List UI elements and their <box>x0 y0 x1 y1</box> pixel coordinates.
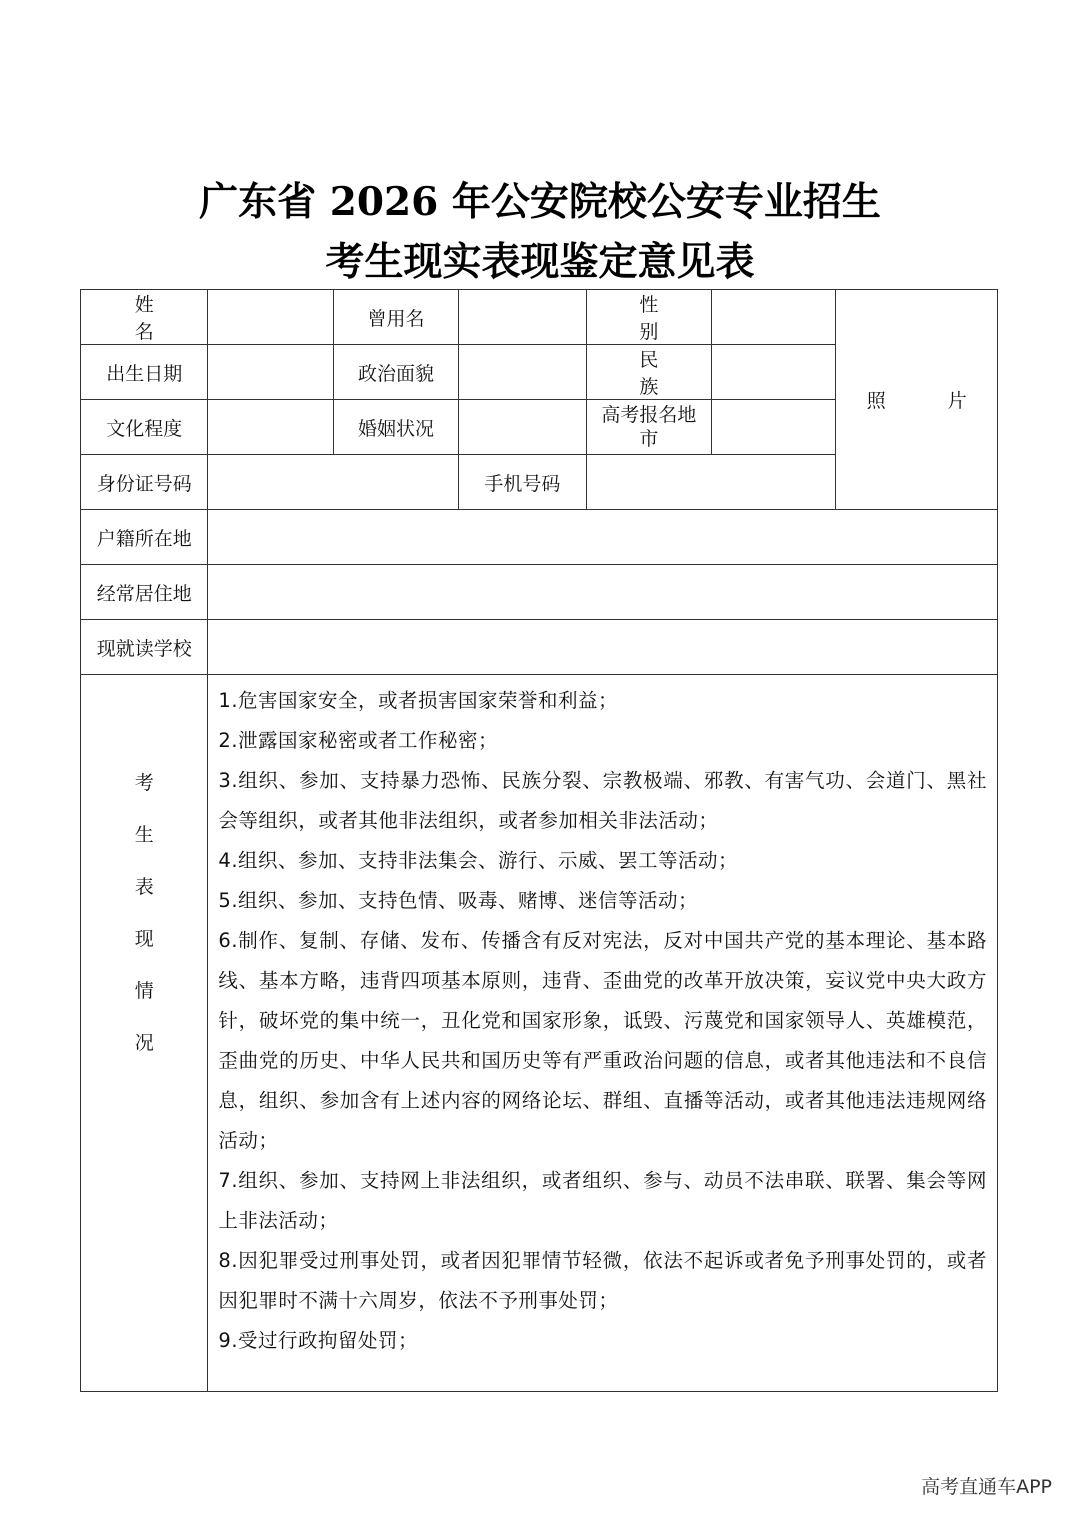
photo-box[interactable]: 照 片 <box>836 290 998 510</box>
former-name-field[interactable] <box>459 290 586 345</box>
title-line-2: 考生现实表现鉴定意见表 <box>325 239 755 285</box>
watermark: 高考直通车APP <box>921 1476 1052 1498</box>
list-item: 3.组织、参加、支持暴力恐怖、民族分裂、宗教极端、邪教、有害气功、会道门、黑社会等组织，或者其他非法组织，或者参加相关非法活动； <box>218 769 987 832</box>
name-field[interactable] <box>208 290 333 345</box>
school-field[interactable] <box>208 620 998 675</box>
id-number-label: 身份证号码 <box>81 455 208 510</box>
document-title <box>0 172 1080 292</box>
ethnicity-label: 民 族 <box>586 345 711 400</box>
list-item: 5.组织、参加、支持色情、吸毒、赌博、迷信等活动； <box>218 889 699 912</box>
name-label: 姓 名 <box>81 290 208 345</box>
birth-date-label: 出生日期 <box>81 345 208 400</box>
performance-label-char: 表 <box>134 876 154 898</box>
marital-status-field[interactable] <box>459 400 586 455</box>
performance-items <box>208 675 998 1392</box>
performance-label-char: 况 <box>134 1032 154 1054</box>
education-field[interactable] <box>208 400 333 455</box>
list-item: 6.制作、复制、存储、发布、传播含有反对宪法，反对中国共产党的基本理论、基本路线、基本方略，违背四项基本原则，违背、歪曲党的改革开放决策，妄议党中央大政方针，破坏党的集中统一，丑化党和国家形象，诋毁、污蔑党和国家领导人、英雄模范，歪曲党的历史、中华人民共和国历史等有严重政治问题的信息，或者其他违法和不良信息，组织、参加含有上述内容的网络论坛、群组、直播等活动，或者其他违法违规网络活动； <box>218 929 987 1152</box>
performance-label-char: 现 <box>134 928 154 950</box>
phone-field[interactable] <box>586 455 836 510</box>
phone-label: 手机号码 <box>459 455 586 510</box>
exam-city-field[interactable] <box>712 400 836 455</box>
political-status-label: 政治面貌 <box>333 345 458 400</box>
list-item: 1.危害国家安全，或者损害国家荣誉和利益； <box>218 689 619 712</box>
performance-label-char: 考 <box>134 772 154 794</box>
id-number-field[interactable] <box>208 455 459 510</box>
title-line-1: 广东省 2026 年公安院校公安专业招生 <box>199 179 881 225</box>
household-field[interactable] <box>208 510 998 565</box>
list-item: 4.组织、参加、支持非法集会、游行、示威、罢工等活动； <box>218 849 739 872</box>
exam-city-label: 高考报名地市 <box>586 400 711 455</box>
household-label: 户籍所在地 <box>81 510 208 565</box>
list-item: 9.受过行政拘留处罚； <box>218 1329 419 1352</box>
performance-label <box>81 675 208 1392</box>
birth-date-field[interactable] <box>208 345 333 400</box>
list-item: 8.因犯罪受过刑事处罚，或者因犯罪情节轻微，依法不起诉或者免予刑事处罚的，或者因犯罪时不满十六周岁，依法不予刑事处罚； <box>218 1249 987 1312</box>
marital-status-label: 婚姻状况 <box>333 400 458 455</box>
appraisal-form-table <box>80 289 998 1392</box>
residence-field[interactable] <box>208 565 998 620</box>
education-label: 文化程度 <box>81 400 208 455</box>
ethnicity-field[interactable] <box>712 345 836 400</box>
former-name-label: 曾用名 <box>333 290 458 345</box>
list-item: 2.泄露国家秘密或者工作秘密； <box>218 729 499 752</box>
list-item: 7.组织、参加、支持网上非法组织，或者组织、参与、动员不法串联、联署、集会等网上非法活动； <box>218 1169 987 1232</box>
school-label: 现就读学校 <box>81 620 208 675</box>
residence-label: 经常居住地 <box>81 565 208 620</box>
performance-label-char: 情 <box>134 980 154 1002</box>
political-status-field[interactable] <box>459 345 586 400</box>
performance-label-char: 生 <box>134 824 154 846</box>
gender-field[interactable] <box>712 290 836 345</box>
gender-label: 性 别 <box>586 290 711 345</box>
